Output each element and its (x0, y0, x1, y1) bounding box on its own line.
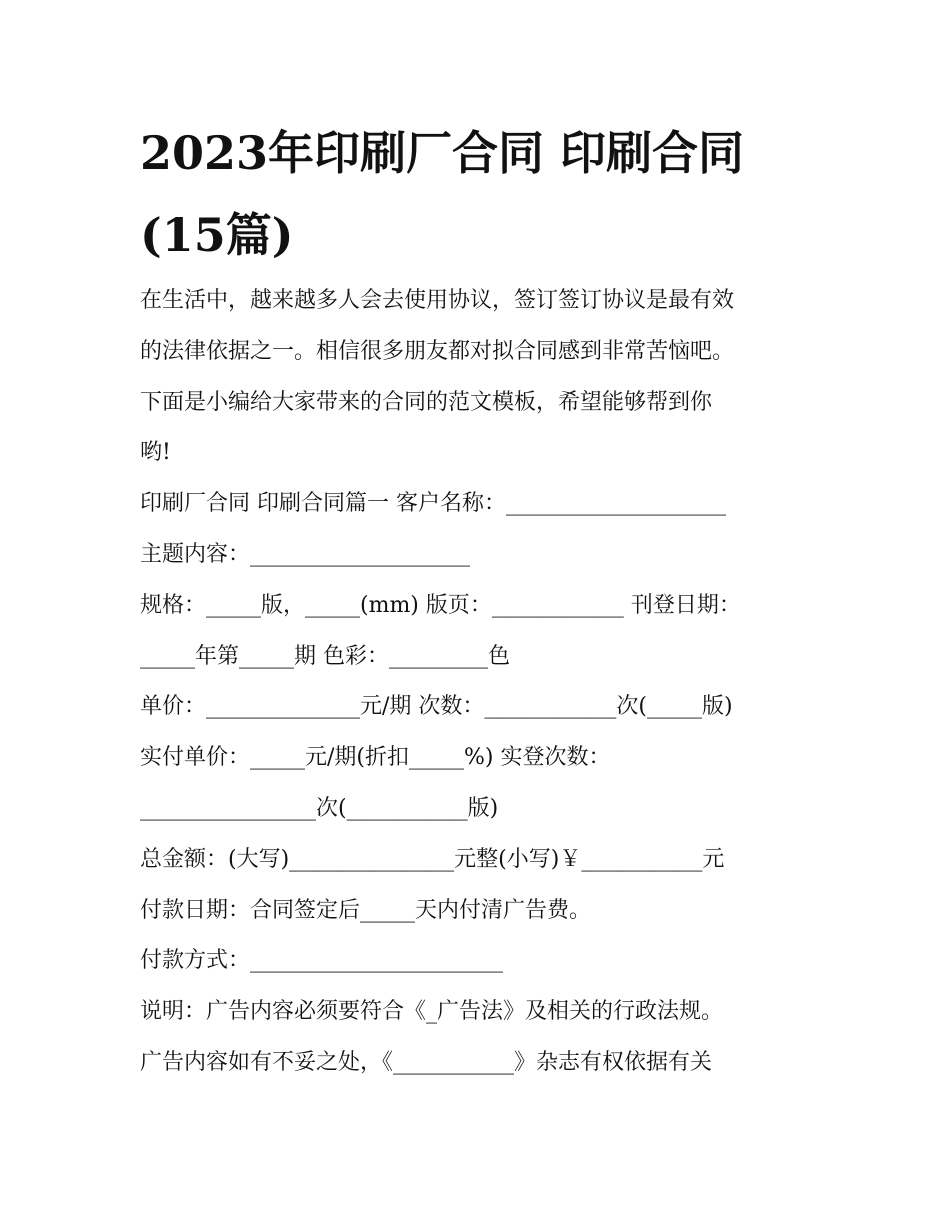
intro-line: 的法律依据之一。相信很多朋友都对拟合同感到非常苦恼吧。 (140, 338, 735, 364)
unit-price-line: 单价：______________元/期 次数：____________次(_____版) (140, 694, 733, 720)
intro-line: 在生活中，越来越多人会去使用协议，签订签订协议是最有效 (140, 288, 735, 313)
note-line: 广告内容如有不妥之处，《___________》杂志有权依据有关 (140, 1049, 713, 1075)
title-line-2: (15篇) (140, 208, 294, 262)
actual-price-line: 实付单价：_____元/期(折扣_____%) 实登次数： (140, 745, 611, 771)
total-amount-line: 总金额：(大写)_______________元整(小写)￥___________元 (140, 846, 725, 872)
spec-line: 规格：_____版，_____(mm) 版页：____________ 刊登日期： (140, 592, 741, 618)
subject-line: 主题内容：____________________ (140, 541, 471, 567)
actual-count-line: ________________次(___________版) (140, 795, 499, 821)
payment-method-line: 付款方式：_______________________ (140, 948, 504, 974)
issue-color-line: _____年第_____期 色彩：_________色 (140, 643, 510, 669)
note-line: 说明：广告内容必须要符合《_广告法》及相关的行政法规。 (140, 999, 724, 1025)
intro-line: 哟! (140, 440, 171, 466)
document-body (140, 276, 830, 1089)
title-line-1: 2023年印刷厂合同 印刷合同 (140, 126, 745, 180)
intro-line: 下面是小编给大家带来的合同的范文模板，希望能够帮到你 (140, 389, 713, 415)
client-name-line: 印刷厂合同 印刷合同篇一 客户名称：____________________ (140, 491, 726, 517)
payment-date-line: 付款日期：合同签定后_____天内付清广告费。 (140, 897, 592, 923)
document-title (140, 112, 830, 276)
